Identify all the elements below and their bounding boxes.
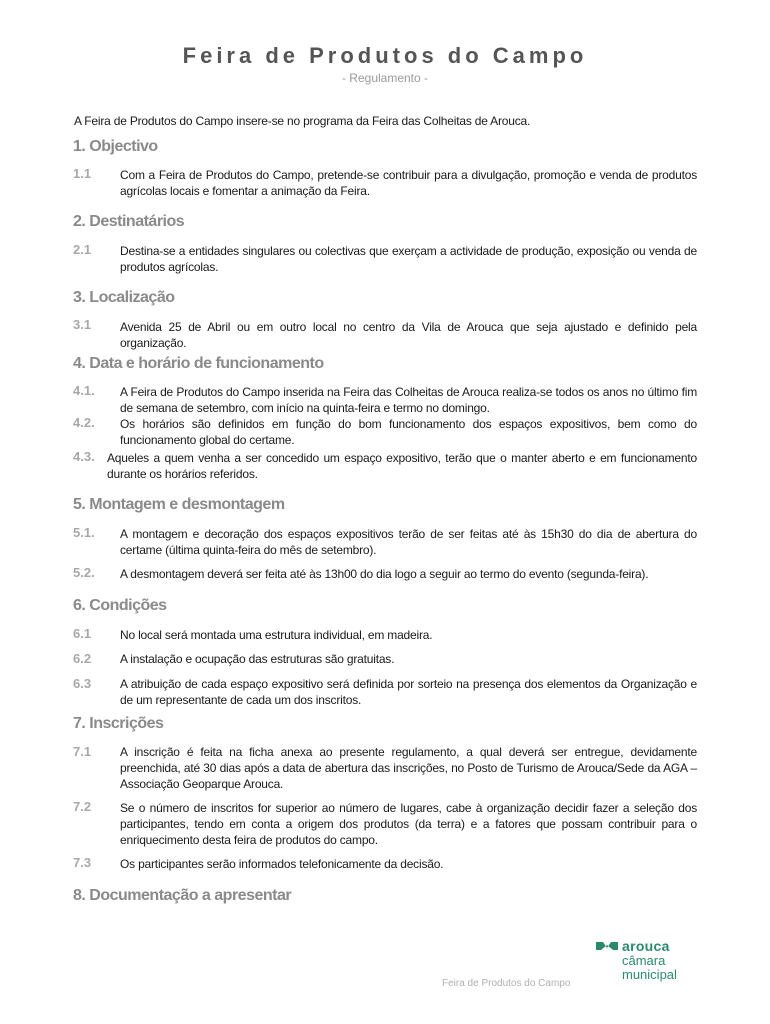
item-number: 6.2 [73,651,92,666]
logo-line-municipal: municipal [622,967,677,982]
item-text: Os horários são definidos em função do bom funcionamento dos espaços expositivos, bem como do funcionamento global do certame. [120,417,697,447]
item-text: A Feira de Produtos do Campo inserida na Feira das Colheitas de Arouca realiza-se todos os anos no último fim de semana de setembro, com início na quinta-feira e termo no domingo. [120,385,697,415]
section-heading-destinatarios: 2. Destinatários [73,213,185,230]
item-text: Destina-se a entidades singulares ou colectivas que exerçam a actividade de produção, exposição ou venda de produtos agrícolas. [120,244,697,274]
item-text: A atribuição de cada espaço expositivo será definida por sorteio na presença dos elementos da Organização e de um representante de cada um dos inscritos. [120,677,697,707]
logo-brand-text: arouca [622,938,670,954]
document-subtitle: - Regulamento - [341,71,429,85]
item-number: 5.1. [73,525,95,540]
item-text: A inscrição é feita na ficha anexa ao presente regulamento, a qual deverá ser entregue, devidamente preenchida, até 30 dias após a data de abertura das inscrições, no Posto de Turismo de Arouca/Sede da AGA – Associação Geoparque Arouca. [120,745,697,791]
intro-paragraph: A Feira de Produtos do Campo insere-se no programa da Feira das Colheitas de Arouca. [74,114,531,128]
section-heading-localizacao: 3. Localização [73,289,175,306]
arouca-mark-icon [596,940,618,952]
item-number: 5.2. [73,565,95,580]
item-text: A desmontagem deverá ser feita até às 13h00 do dia logo a seguir ao termo do evento (segunda-feira). [120,567,649,581]
item-number: 3.1 [73,317,92,332]
item-text: A montagem e decoração dos espaços expositivos terão de ser feitas até às 15h30 do dia de abertura do certame (última quinta-feira do mês de setembro). [120,527,697,557]
section-heading-inscricoes: 7. Inscrições [73,715,164,732]
item-text: Aqueles a quem venha a ser concedido um espaço expositivo, terão que o manter aberto e em funcionamento durante os horários referidos. [107,451,697,481]
item-number: 6.1 [73,626,92,641]
item-text: Com a Feira de Produtos do Campo, pretende-se contribuir para a divulgação, promoção e venda de produtos agrícolas locais e fomentar a animação da Feira. [120,168,697,198]
item-text: No local será montada uma estrutura individual, em madeira. [120,628,433,642]
item-number: 6.3 [73,676,92,691]
item-number: 1.1 [73,166,92,181]
section-heading-montagem: 5. Montagem e desmontagem [73,496,285,513]
item-number: 4.3. [73,449,95,464]
item-number: 7.2 [73,799,92,814]
section-heading-objectivo: 1. Objectivo [73,138,158,155]
item-number: 4.2. [73,415,95,430]
logo-line-camara: câmara [622,953,666,968]
item-text: A instalação e ocupação das estruturas são gratuitas. [120,652,395,666]
footer-text: Feira de Produtos do Campo [442,978,571,989]
item-number: 7.1 [73,744,92,759]
document-title: Feira de Produtos do Campo [182,43,588,68]
arouca-logo [596,938,696,984]
item-text: Se o número de inscritos for superior ao número de lugares, cabe à organização decidir fazer a seleção dos participantes, tendo em conta a origem dos produtos (da terra) e a fatores que possam contribuir para o enriquecimento desta feira de produtos do campo. [120,801,697,847]
item-text: Avenida 25 de Abril ou em outro local no centro da Vila de Arouca que seja ajustado e definido pela organização. [120,320,697,350]
section-heading-condicoes: 6. Condições [73,597,167,614]
item-number: 2.1 [73,242,92,257]
item-number: 7.3 [73,855,92,870]
item-text: Os participantes serão informados telefonicamente da decisão. [120,857,444,871]
item-number: 4.1. [73,383,95,398]
section-heading-data-horario: 4. Data e horário de funcionamento [73,355,324,372]
section-heading-documentacao: 8. Documentação a apresentar [73,887,292,904]
